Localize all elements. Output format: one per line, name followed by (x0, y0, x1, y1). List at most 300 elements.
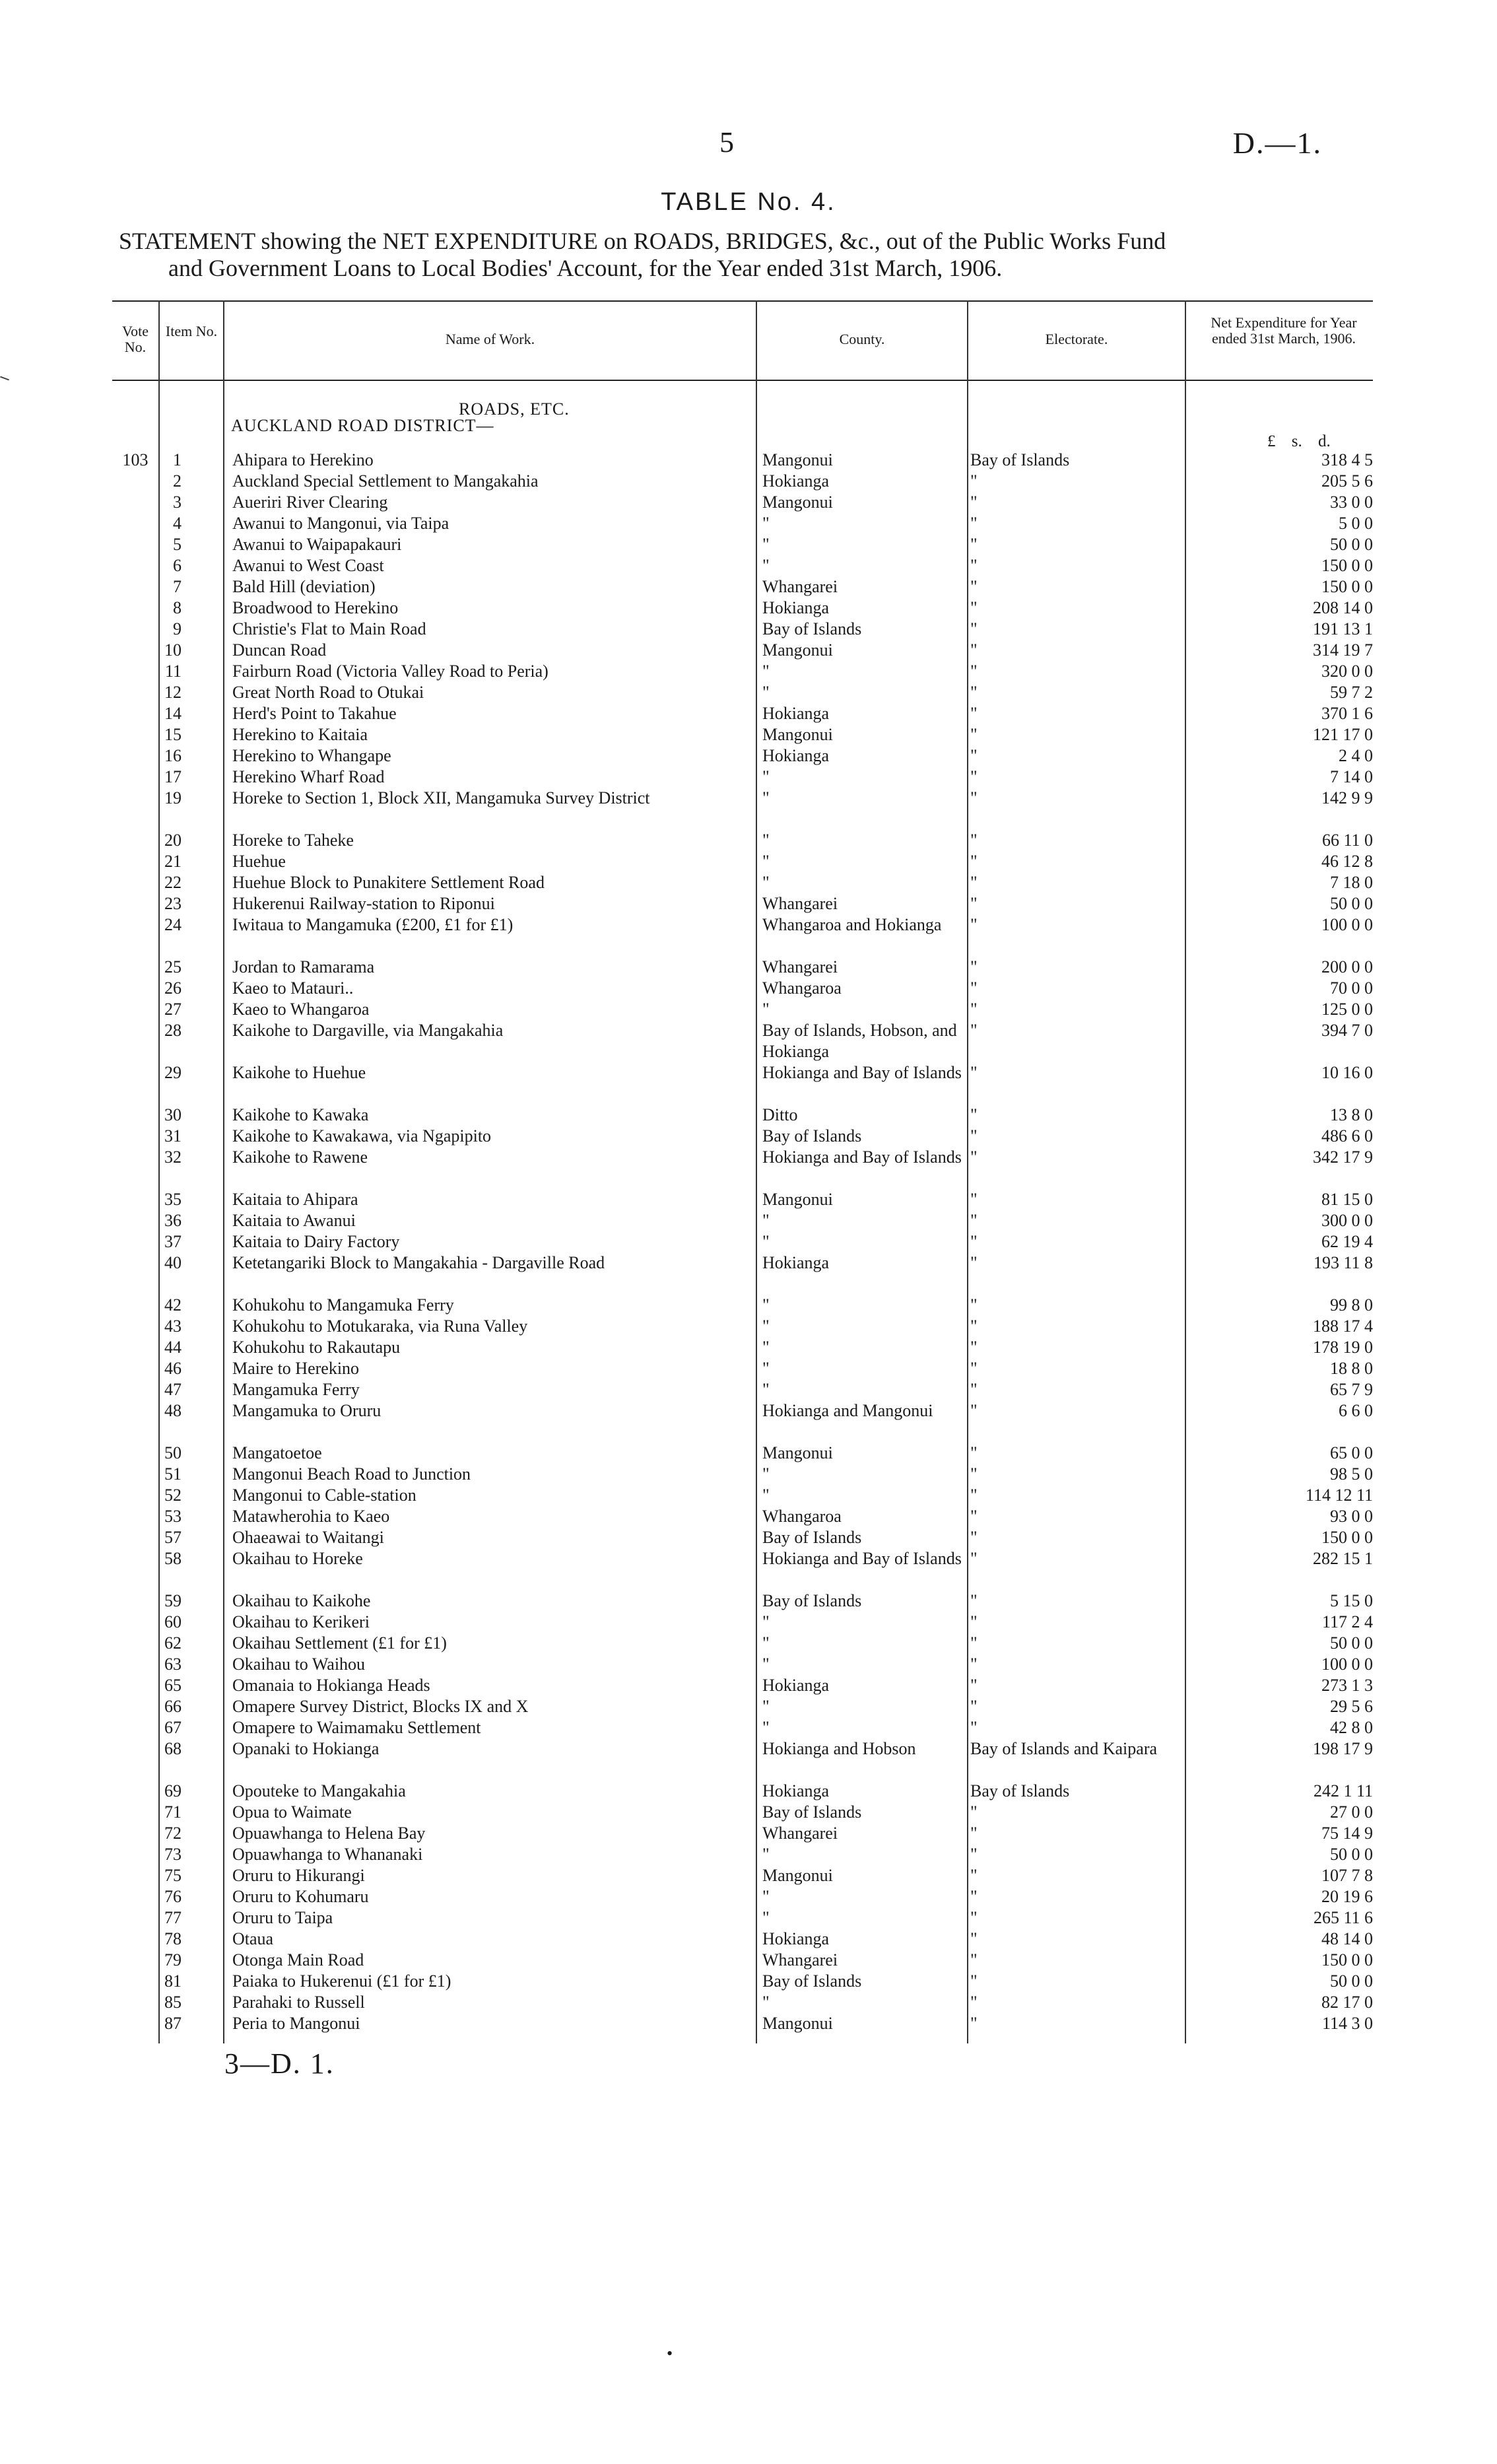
electorate-cell: " (970, 471, 978, 491)
electorate-cell: " (970, 1802, 978, 1822)
amount-cell: 46 12 8 (1321, 852, 1373, 871)
amount-cell: 486 6 0 (1321, 1126, 1373, 1146)
amount-cell: 42 8 0 (1330, 1718, 1373, 1737)
county-cell: " (762, 556, 770, 575)
electorate-cell: " (970, 1528, 978, 1547)
work-name-cell: Kaitaia to Ahipara (232, 1190, 358, 1209)
amount-cell: 314 19 7 (1313, 640, 1373, 660)
item-cell: 26 (164, 978, 182, 998)
item-cell: 20 (164, 831, 182, 850)
item-cell: 30 (164, 1105, 182, 1124)
table-row (112, 1738, 1373, 1781)
item-cell: 62 (164, 1633, 182, 1653)
page-number: 5 (719, 126, 734, 158)
county-cell: Hokianga and Hobson (762, 1739, 916, 1758)
electorate-cell: " (970, 788, 978, 807)
county-cell: Ditto (762, 1105, 798, 1124)
county-cell: " (762, 852, 770, 871)
amount-cell: 81 15 0 (1321, 1190, 1373, 1209)
item-cell: 37 (164, 1232, 182, 1251)
item-cell: 73 (164, 1845, 182, 1864)
table-row (112, 598, 1373, 619)
table-row (112, 1506, 1373, 1527)
table-row (112, 1020, 1373, 1062)
county-cell: " (762, 873, 770, 892)
item-cell: 23 (164, 894, 182, 913)
work-name-cell: Omanaia to Hokianga Heads (232, 1676, 430, 1695)
work-name-cell: Kohukohu to Mangamuka Ferry (232, 1295, 454, 1315)
work-name-cell: Awanui to Mangonui, via Taipa (232, 514, 449, 533)
currency-header: £ s. d. (1267, 432, 1331, 450)
amount-cell: 150 0 0 (1321, 577, 1373, 596)
electorate-cell: " (970, 577, 978, 596)
header-electorate: Electorate. (1045, 331, 1108, 347)
item-cell: 16 (164, 746, 182, 765)
electorate-cell: " (970, 1612, 978, 1631)
county-cell: " (762, 1211, 770, 1230)
work-name-cell: Peria to Mangonui (232, 2014, 360, 2033)
work-name-cell: Awanui to West Coast (232, 556, 384, 575)
table-row (112, 2013, 1373, 2034)
item-cell: 81 (164, 1971, 182, 1991)
work-name-cell: Otaua (232, 1929, 274, 1948)
table-row (112, 640, 1373, 661)
work-name-cell: Herd's Point to Takahue (232, 704, 397, 723)
work-name-cell: Opuawhanga to Helena Bay (232, 1824, 426, 1843)
work-name-cell: Otonga Main Road (232, 1950, 364, 1969)
work-name-cell: Mangamuka Ferry (232, 1380, 360, 1399)
work-name-cell: Aueriri River Clearing (232, 493, 388, 512)
work-name-cell: Matawherohia to Kaeo (232, 1507, 390, 1526)
electorate-cell: " (970, 1655, 978, 1674)
work-name-cell: Huehue (232, 852, 286, 871)
item-cell: 10 (164, 640, 182, 660)
electorate-cell: " (970, 746, 978, 765)
item-cell: 47 (164, 1380, 182, 1399)
electorate-cell: " (970, 873, 978, 892)
item-cell: 27 (164, 1000, 182, 1019)
county-cell: Bay of Islands, Hobson, and Hokianga (762, 1021, 957, 1061)
work-name-cell: Fairburn Road (Victoria Valley Road to Peria) (232, 662, 549, 681)
expenditure-table (112, 300, 1373, 2043)
work-name-cell: Herekino Wharf Road (232, 767, 385, 786)
item-cell: 51 (164, 1464, 182, 1484)
amount-cell: 300 0 0 (1321, 1211, 1373, 1230)
amount-cell: 62 19 4 (1321, 1232, 1373, 1251)
county-cell: " (762, 1697, 770, 1716)
amount-cell: 99 8 0 (1330, 1295, 1373, 1315)
item-cell: 75 (164, 1866, 182, 1885)
work-name-cell: Kaikohe to Kawaka (232, 1105, 369, 1124)
work-name-cell: Kohukohu to Motukaraka, via Runa Valley (232, 1317, 528, 1336)
work-name-cell: Kaeo to Whangaroa (232, 1000, 370, 1019)
amount-cell: 114 12 11 (1305, 1486, 1373, 1505)
table-row (112, 471, 1373, 492)
item-cell: 69 (164, 1781, 182, 1800)
statement-line-1: STATEMENT showing the NET EXPENDITURE on ROADS, BRIDGES, &c., out of the Public Works Fund (119, 228, 1166, 254)
amount-cell: 198 17 9 (1313, 1739, 1373, 1758)
county-cell: " (762, 1486, 770, 1505)
electorate-cell: " (970, 1549, 978, 1568)
county-cell: " (762, 1887, 770, 1906)
county-cell: " (762, 1612, 770, 1631)
electorate-cell: " (970, 619, 978, 638)
electorate-cell: " (970, 1929, 978, 1948)
item-cell: 31 (164, 1126, 182, 1146)
table-row (112, 745, 1373, 767)
electorate-cell: " (970, 1950, 978, 1969)
item-cell: 21 (164, 852, 182, 871)
item-cell: 63 (164, 1655, 182, 1674)
item-cell: 25 (164, 957, 182, 976)
work-name-cell: Opanaki to Hokianga (232, 1739, 380, 1758)
item-cell: 5 (173, 535, 182, 554)
county-cell: Whangarei (762, 1950, 838, 1969)
amount-cell: 107 7 8 (1321, 1866, 1373, 1885)
county-cell: Mangonui (762, 450, 833, 469)
table-row (112, 534, 1373, 555)
electorate-cell: " (970, 1211, 978, 1230)
amount-cell: 370 1 6 (1321, 704, 1373, 723)
electorate-cell: " (970, 1126, 978, 1146)
work-name-cell: Duncan Road (232, 640, 327, 660)
table-row (112, 1062, 1373, 1105)
work-name-cell: Herekino to Kaitaia (232, 725, 368, 744)
header-item: Item No. (165, 323, 218, 339)
table-row (112, 450, 1373, 471)
county-cell: " (762, 767, 770, 786)
item-cell: 50 (164, 1443, 182, 1462)
margin-mark (0, 376, 9, 381)
county-cell: Bay of Islands (762, 1591, 862, 1610)
work-name-cell: Kaitaia to Dairy Factory (232, 1232, 400, 1251)
header-name: Name of Work. (445, 331, 535, 347)
amount-cell: 208 14 0 (1313, 598, 1373, 617)
electorate-cell: " (970, 1993, 978, 2012)
amount-cell: 2 4 0 (1339, 746, 1373, 765)
work-name-cell: Ketetangariki Block to Mangakahia - Dargaville Road (232, 1253, 605, 1272)
amount-cell: 50 0 0 (1330, 535, 1373, 554)
electorate-cell: " (970, 1021, 978, 1040)
table-row (112, 1527, 1373, 1548)
county-cell: Hokianga (762, 598, 830, 617)
item-cell: 19 (164, 788, 182, 807)
county-cell: Mangonui (762, 1190, 833, 1209)
county-cell: Whangarei (762, 894, 838, 913)
county-cell: Bay of Islands (762, 1802, 862, 1822)
table-row (112, 1907, 1373, 1929)
electorate-cell: " (970, 852, 978, 871)
work-name-cell: Mangonui Beach Road to Junction (232, 1464, 471, 1484)
county-cell: Hokianga and Bay of Islands (762, 1147, 962, 1167)
amount-cell: 5 15 0 (1330, 1591, 1373, 1610)
table-row (112, 619, 1373, 640)
table-row (112, 1717, 1373, 1738)
item-cell: 77 (164, 1908, 182, 1927)
table-top-rule (112, 300, 1373, 302)
electorate-cell: " (970, 894, 978, 913)
work-name-cell: Oruru to Kohumaru (232, 1887, 369, 1906)
amount-cell: 394 7 0 (1321, 1021, 1373, 1040)
work-name-cell: Ohaeawai to Waitangi (232, 1528, 384, 1547)
statement-line-2: and Government Loans to Local Bodies' Account, for the Year ended 31st March, 1906. (168, 255, 1003, 281)
item-cell: 58 (164, 1549, 182, 1568)
work-name-cell: Kaeo to Matauri.. (232, 978, 354, 998)
work-name-cell: Mangonui to Cable-station (232, 1486, 416, 1505)
work-name-cell: Okaihau Settlement (£1 for £1) (232, 1633, 447, 1653)
table-row (112, 1126, 1373, 1147)
item-cell: 32 (164, 1147, 182, 1167)
electorate-cell: " (970, 683, 978, 702)
table-row (112, 957, 1373, 978)
item-cell: 43 (164, 1317, 182, 1336)
county-cell: Whangaroa (762, 978, 842, 998)
county-cell: " (762, 662, 770, 681)
amount-cell: 20 19 6 (1321, 1887, 1373, 1906)
work-name-cell: Kohukohu to Rakautapu (232, 1338, 401, 1357)
amount-cell: 100 0 0 (1321, 1655, 1373, 1674)
item-cell: 68 (164, 1739, 182, 1758)
electorate-cell: " (970, 1063, 978, 1082)
county-cell: Hokianga and Bay of Islands (762, 1549, 962, 1568)
item-cell: 6 (173, 556, 182, 575)
amount-cell: 50 0 0 (1330, 1633, 1373, 1653)
item-cell: 71 (164, 1802, 182, 1822)
county-cell: " (762, 1317, 770, 1336)
electorate-cell: " (970, 957, 978, 976)
table-row (112, 1400, 1373, 1443)
table-row (112, 1865, 1373, 1886)
electorate-cell: " (970, 1253, 978, 1272)
work-name-cell: Horeke to Taheke (232, 831, 354, 850)
work-name-cell: Okaihau to Waihou (232, 1655, 366, 1674)
amount-cell: 117 2 4 (1321, 1612, 1373, 1631)
table-row (112, 1696, 1373, 1717)
amount-cell: 193 11 8 (1313, 1253, 1373, 1272)
item-cell: 28 (164, 1021, 182, 1040)
county-cell: Hokianga (762, 704, 830, 723)
amount-cell: 98 5 0 (1330, 1464, 1373, 1484)
county-cell: Bay of Islands (762, 1126, 862, 1146)
item-cell: 7 (173, 577, 182, 596)
table-row (112, 1252, 1373, 1295)
electorate-cell: " (970, 1845, 978, 1864)
amount-cell: 18 8 0 (1330, 1359, 1373, 1378)
electorate-cell: " (970, 1401, 978, 1420)
work-name-cell: Oruru to Hikurangi (232, 1866, 365, 1885)
amount-cell: 65 7 9 (1330, 1380, 1373, 1399)
work-name-cell: Kaikohe to Rawene (232, 1147, 368, 1167)
work-name-cell: Omapere Survey District, Blocks IX and X (232, 1697, 529, 1716)
table-row (112, 1189, 1373, 1210)
county-cell: Whangarei (762, 1824, 838, 1843)
item-cell: 85 (164, 1993, 182, 2012)
county-cell: " (762, 1295, 770, 1315)
county-cell: Hokianga (762, 1781, 830, 1800)
amount-cell: 65 0 0 (1330, 1443, 1373, 1462)
electorate-cell: " (970, 493, 978, 512)
item-cell: 79 (164, 1950, 182, 1969)
table-row (112, 830, 1373, 851)
electorate-cell: " (970, 1633, 978, 1653)
amount-cell: 82 17 0 (1321, 1993, 1373, 2012)
table-row (112, 767, 1373, 788)
item-cell: 65 (164, 1676, 182, 1695)
amount-cell: 66 11 0 (1321, 831, 1373, 850)
electorate-cell: " (970, 640, 978, 660)
table-row (112, 1675, 1373, 1696)
item-cell: 42 (164, 1295, 182, 1315)
table-row (112, 682, 1373, 703)
electorate-cell: " (970, 1295, 978, 1315)
work-name-cell: Hukerenui Railway-station to Riponui (232, 894, 495, 913)
county-cell: " (762, 1380, 770, 1399)
table-row (112, 1971, 1373, 1992)
document-code: D.—1. (1232, 126, 1322, 160)
county-cell: " (762, 831, 770, 850)
table-row (112, 1612, 1373, 1633)
county-cell: Hokianga (762, 1253, 830, 1272)
electorate-cell: " (970, 978, 978, 998)
table-row (112, 1886, 1373, 1907)
work-name-cell: Omapere to Waimamaku Settlement (232, 1718, 481, 1737)
amount-cell: 265 11 6 (1313, 1908, 1373, 1927)
county-cell: Hokianga (762, 471, 830, 491)
item-cell: 8 (173, 598, 182, 617)
table-row (112, 513, 1373, 534)
item-cell: 1 (173, 450, 182, 469)
electorate-cell: " (970, 1676, 978, 1695)
item-cell: 59 (164, 1591, 182, 1610)
table-row (112, 1464, 1373, 1485)
county-cell: Whangarei (762, 577, 838, 596)
header-vote: Vote No. (122, 323, 149, 355)
item-cell: 52 (164, 1486, 182, 1505)
work-name-cell: Mangatoetoe (232, 1443, 322, 1462)
header-county: County. (839, 331, 885, 347)
work-name-cell: Ahipara to Herekino (232, 450, 374, 469)
work-name-cell: Maire to Herekino (232, 1359, 360, 1378)
county-cell: " (762, 1633, 770, 1653)
table-row (112, 978, 1373, 999)
work-name-cell: Mangamuka to Oruru (232, 1401, 382, 1420)
table-row (112, 1337, 1373, 1358)
electorate-cell: " (970, 1232, 978, 1251)
item-cell: 17 (164, 767, 182, 786)
electorate-cell: " (970, 1000, 978, 1019)
electorate-cell: " (970, 1824, 978, 1843)
amount-cell: 13 8 0 (1330, 1105, 1373, 1124)
section-heading: ROADS, ETC. (459, 399, 570, 419)
item-cell: 57 (164, 1528, 182, 1547)
amount-cell: 27 0 0 (1330, 1802, 1373, 1822)
district-heading: AUCKLAND ROAD DISTRICT— (231, 416, 494, 435)
county-cell: Hokianga (762, 1676, 830, 1695)
table-row (112, 1358, 1373, 1379)
county-cell: Mangonui (762, 1443, 833, 1462)
electorate-cell: Bay of Islands and Kaipara (970, 1739, 1158, 1758)
county-cell: " (762, 1845, 770, 1864)
table-row (112, 999, 1373, 1020)
amount-cell: 178 19 0 (1313, 1338, 1373, 1357)
amount-cell: 33 0 0 (1330, 493, 1373, 512)
item-cell: 9 (173, 619, 182, 638)
amount-cell: 150 0 0 (1321, 1528, 1373, 1547)
county-cell: Bay of Islands (762, 1971, 862, 1991)
amount-cell: 200 0 0 (1321, 957, 1373, 976)
amount-cell: 191 13 1 (1313, 619, 1373, 638)
table-row (112, 1929, 1373, 1950)
electorate-cell: " (970, 1718, 978, 1737)
electorate-cell: " (970, 1359, 978, 1378)
amount-cell: 242 1 11 (1313, 1781, 1373, 1800)
work-name-cell: Oruru to Taipa (232, 1908, 333, 1927)
county-cell: Mangonui (762, 640, 833, 660)
work-name-cell: Huehue Block to Punakitere Settlement Road (232, 873, 545, 892)
amount-cell: 273 1 3 (1321, 1676, 1373, 1695)
amount-cell: 48 14 0 (1321, 1929, 1373, 1948)
table-row (112, 1823, 1373, 1844)
county-cell: Whangaroa (762, 1507, 842, 1526)
work-name-cell: Broadwood to Herekino (232, 598, 399, 617)
item-cell: 29 (164, 1063, 182, 1082)
table-body (112, 450, 1373, 2034)
table-row (112, 661, 1373, 682)
electorate-cell: " (970, 1507, 978, 1526)
table-row (112, 1210, 1373, 1231)
statement-heading (119, 228, 1366, 282)
footer-signature: 3—D. 1. (224, 2047, 335, 2080)
electorate-cell: " (970, 1464, 978, 1484)
electorate-cell: " (970, 1380, 978, 1399)
item-cell: 48 (164, 1401, 182, 1420)
county-cell: Mangonui (762, 493, 833, 512)
work-name-cell: Awanui to Waipapakauri (232, 535, 402, 554)
electorate-cell: " (970, 1105, 978, 1124)
work-name-cell: Kaikohe to Kawakawa, via Ngapipito (232, 1126, 492, 1146)
work-name-cell: Horeke to Section 1, Block XII, Mangamuka Survey District (232, 788, 650, 807)
table-row (112, 1802, 1373, 1823)
county-cell: Whangarei (762, 957, 838, 976)
table-row (112, 1591, 1373, 1612)
electorate-cell: " (970, 662, 978, 681)
work-name-cell: Okaihau to Kaikohe (232, 1591, 371, 1610)
county-cell: " (762, 1338, 770, 1357)
county-cell: Hokianga (762, 1929, 830, 1948)
table-row (112, 1443, 1373, 1464)
work-name-cell: Okaihau to Horeke (232, 1549, 363, 1568)
electorate-cell: " (970, 1908, 978, 1927)
work-name-cell: Parahaki to Russell (232, 1993, 365, 2012)
county-cell: Hokianga (762, 746, 830, 765)
work-name-cell: Herekino to Whangape (232, 746, 391, 765)
amount-cell: 125 0 0 (1321, 1000, 1373, 1019)
county-cell: " (762, 1359, 770, 1378)
work-name-cell: Iwitaua to Mangamuka (£200, £1 for £1) (232, 915, 514, 934)
bullet-mark: • (667, 2344, 673, 2363)
table-row (112, 703, 1373, 724)
county-cell: Mangonui (762, 725, 833, 744)
work-name-cell: Opua to Waimate (232, 1802, 352, 1822)
amount-cell: 10 16 0 (1321, 1063, 1373, 1082)
amount-cell: 59 7 2 (1330, 683, 1373, 702)
work-name-cell: Bald Hill (deviation) (232, 577, 376, 596)
electorate-cell: " (970, 1190, 978, 1209)
amount-cell: 50 0 0 (1330, 1971, 1373, 1991)
amount-cell: 142 9 9 (1321, 788, 1373, 807)
item-cell: 14 (164, 704, 182, 723)
electorate-cell: " (970, 1486, 978, 1505)
